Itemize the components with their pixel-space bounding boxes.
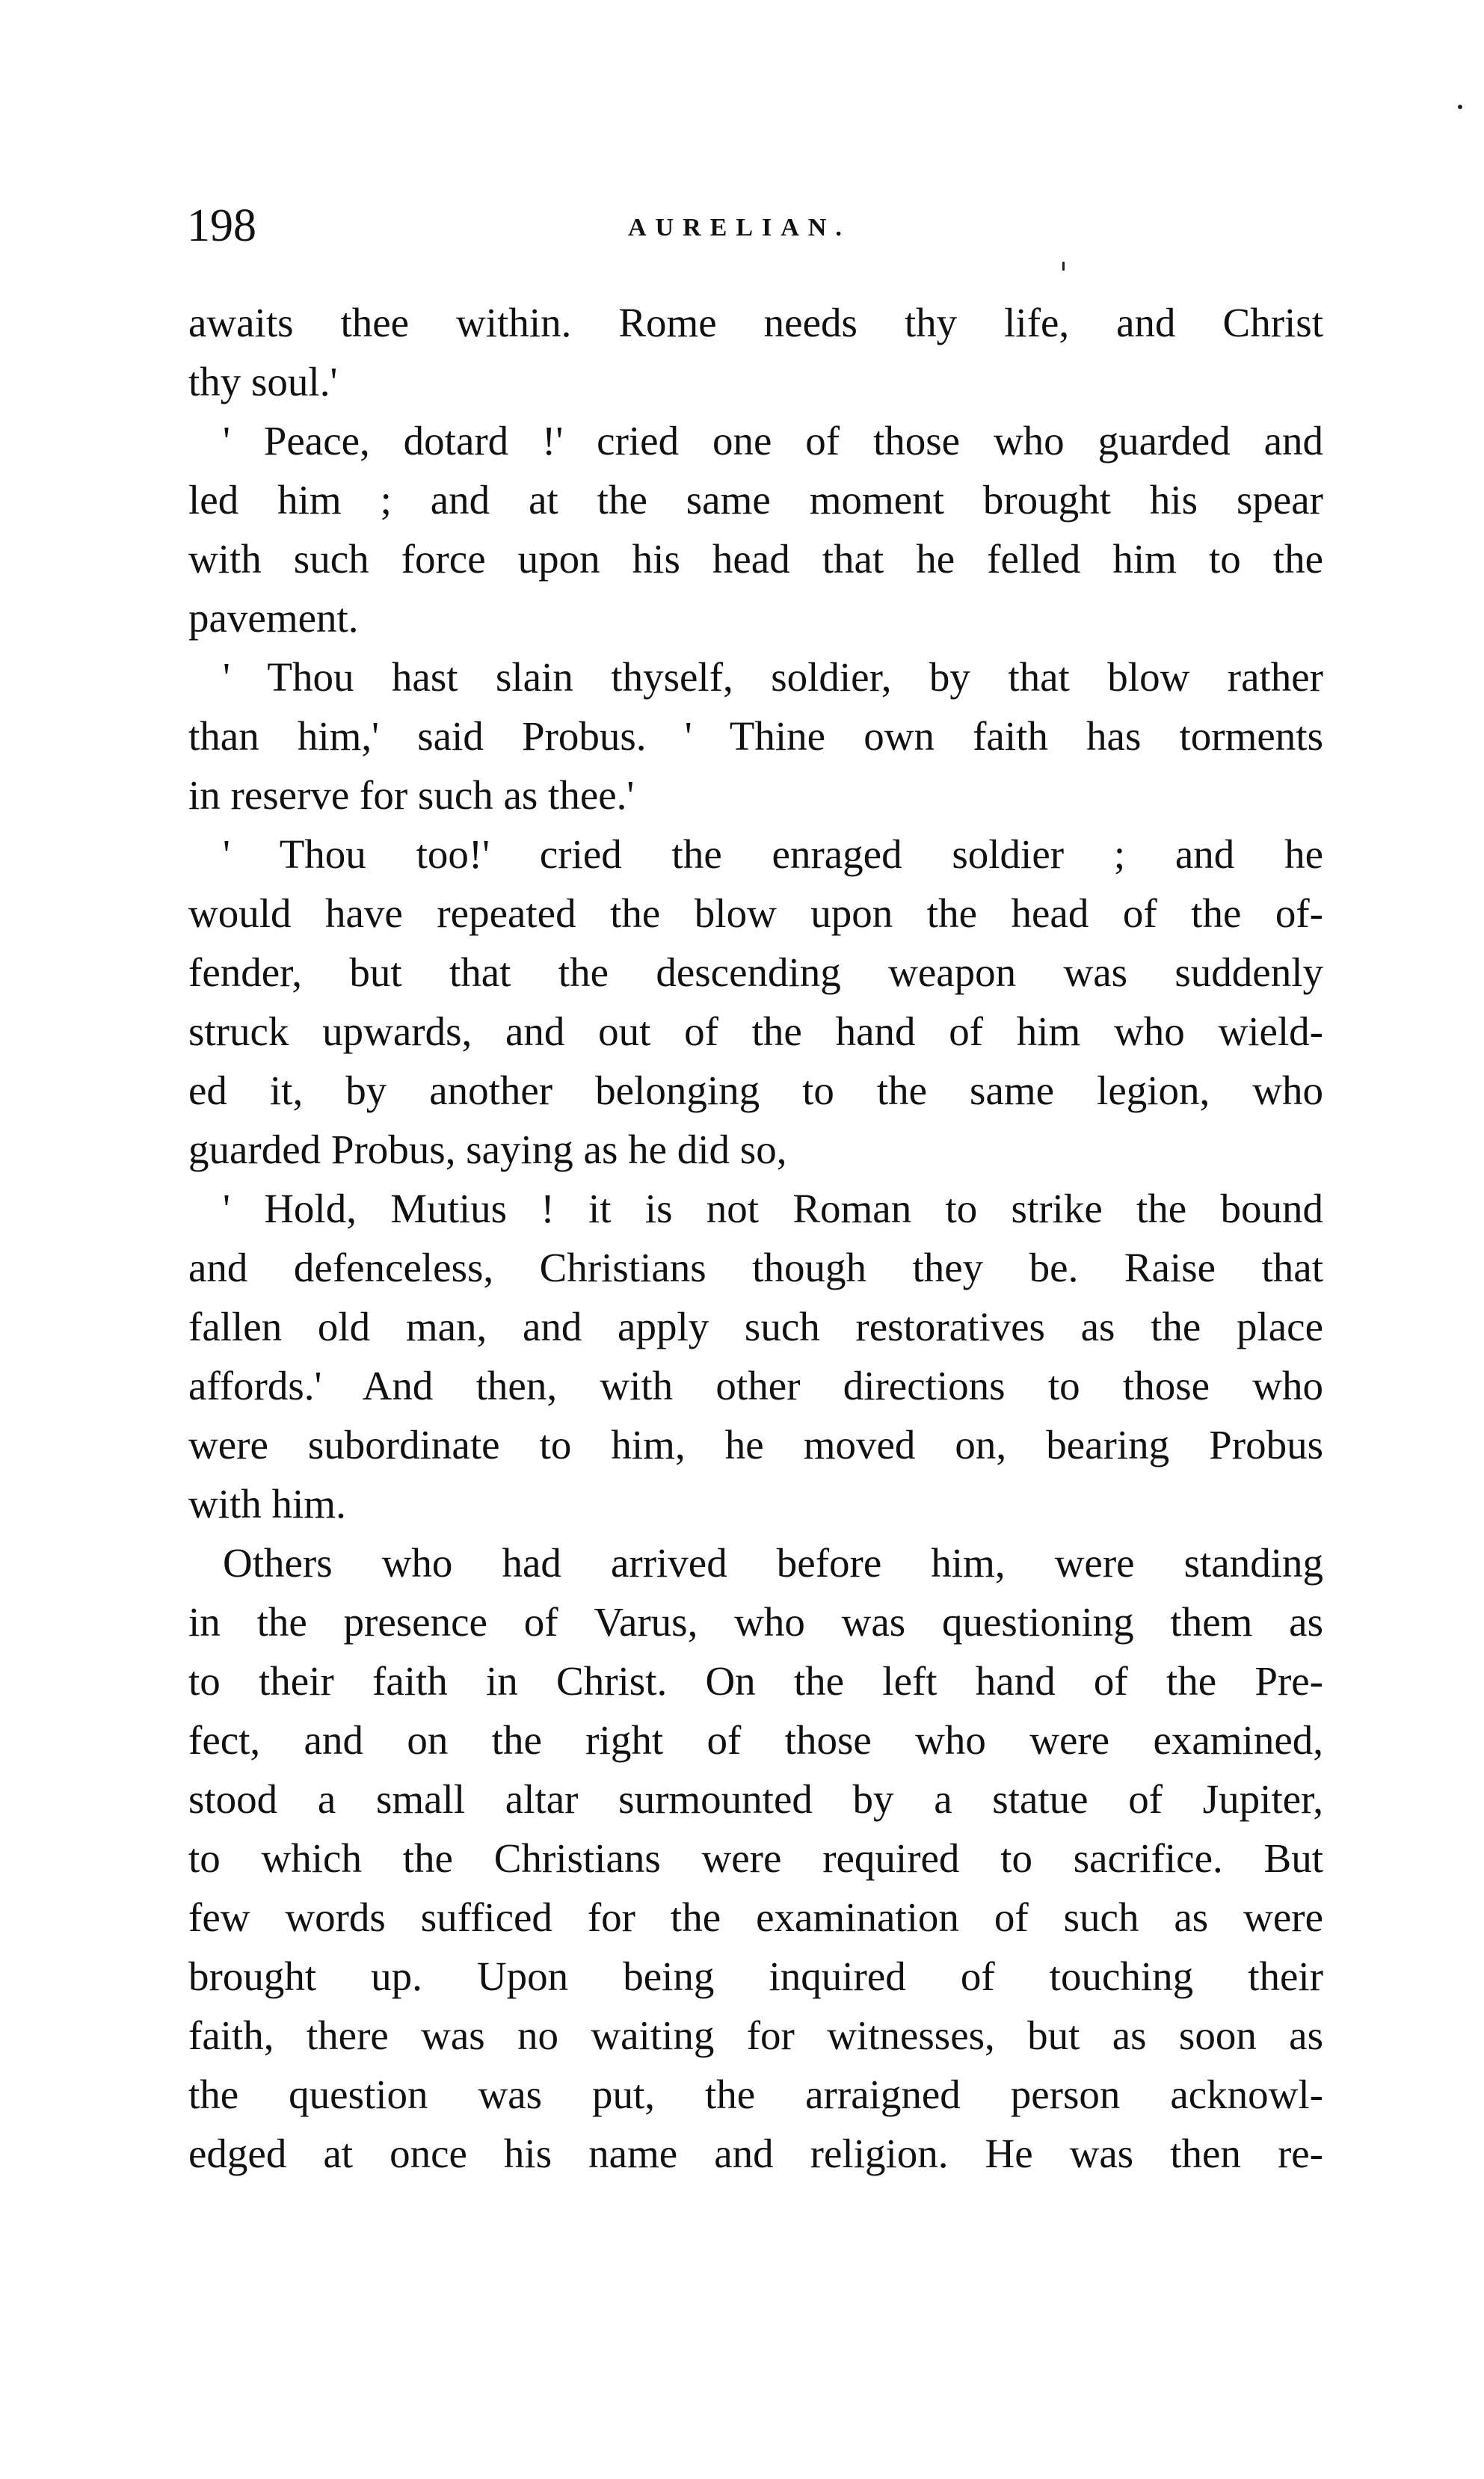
scan-speck	[1062, 262, 1065, 271]
text-line: in the presence of Varus, who was questioning them as	[188, 1599, 1323, 1645]
text-line: struck upwards, and out of the hand of him who wield-	[188, 1008, 1323, 1054]
text-line: were subordinate to him, he moved on, bearing Probus	[188, 1422, 1323, 1468]
text-line: ' Hold, Mutius ! it is not Roman to strike the bound	[223, 1186, 1323, 1231]
text-line: brought up. Upon being inquired of touching their	[188, 1953, 1323, 1999]
text-line: led him ; and at the same moment brought his spear	[188, 477, 1323, 523]
text-line: the question was put, the arraigned person acknowl-	[188, 2072, 1323, 2117]
text-line: and defenceless, Christians though they be. Raise that	[188, 1245, 1323, 1290]
text-line: few words sufficed for the examination of such as were	[188, 1894, 1323, 1940]
text-line: to their faith in Christ. On the left hand of the Pre-	[188, 1658, 1323, 1704]
text-line: to which the Christians were required to sacrifice. But	[188, 1835, 1323, 1881]
text-line: would have repeated the blow upon the head of the of-	[188, 890, 1323, 936]
text-line: ' Thou too!' cried the enraged soldier ; and he	[223, 831, 1323, 877]
text-line: fender, but that the descending weapon was suddenly	[188, 949, 1323, 995]
text-line: fallen old man, and apply such restoratives as the place	[188, 1304, 1323, 1349]
body-text	[188, 293, 1323, 2183]
text-line: guarded Probus, saying as he did so,	[188, 1127, 787, 1172]
text-line: stood a small altar surmounted by a statue of Jupiter,	[188, 1776, 1323, 1822]
text-line: fect, and on the right of those who were examined,	[188, 1717, 1323, 1763]
page-number: 198	[187, 200, 256, 251]
text-line: ed it, by another belonging to the same legion, who	[188, 1068, 1323, 1113]
text-line: awaits thee within. Rome needs thy life, and Christ	[188, 300, 1323, 345]
text-line: edged at once his name and religion. He was then re-	[188, 2131, 1323, 2176]
text-line: Others who had arrived before him, were standing	[223, 1540, 1323, 1586]
scan-speck	[1458, 105, 1462, 109]
text-line: with such force upon his head that he felled him to the	[188, 536, 1323, 582]
text-line: ' Peace, dotard !' cried one of those who guarded and	[223, 418, 1323, 464]
text-line: pavement.	[188, 595, 359, 641]
text-line: than him,' said Probus. ' Thine own faith has torments	[188, 713, 1323, 759]
text-line: thy soul.'	[188, 359, 338, 404]
text-line: with him.	[188, 1481, 346, 1527]
running-head: AURELIAN.	[628, 214, 851, 241]
text-line: affords.' And then, with other directions to those who	[188, 1363, 1323, 1408]
text-line: ' Thou hast slain thyself, soldier, by that blow rather	[223, 654, 1323, 700]
text-line: faith, there was no waiting for witnesses, but as soon as	[188, 2013, 1323, 2058]
text-line: in reserve for such as thee.'	[188, 772, 635, 818]
